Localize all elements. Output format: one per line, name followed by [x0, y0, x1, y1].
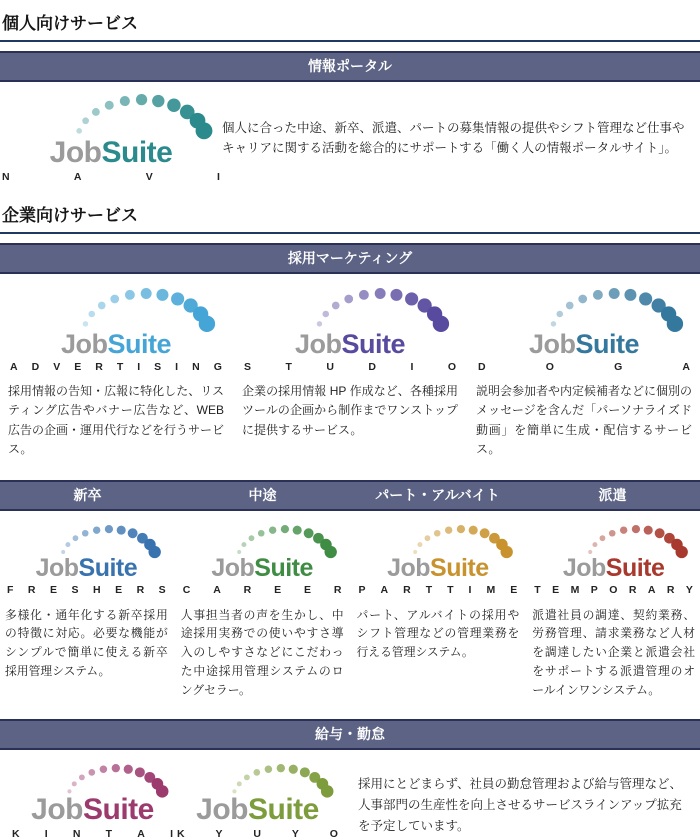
section-heading-personal: 個人向けサービス — [0, 6, 700, 42]
payroll-row — [0, 750, 700, 840]
career-description: 人事担当者の声を生かし、中途採用実務での使いやすさ導入のしやすさなどにこだわった中途採用管理システムのロングセラー。 — [180, 607, 344, 698]
banner-label-career: 中途 — [248, 487, 277, 504]
studio-description: 企業の採用情報 HP 作成など、各種採用ツールの企画から制作までワンストップに提供するサービス。 — [242, 384, 458, 437]
navi-description: 個人に合った中途、新卒、派遣、パートの募集情報の提供やシフト管理など仕事やキャリアに関する活動を総合的にサポートする「働く人の情報ポータルサイト」。 — [222, 120, 685, 156]
logo-jobsuite-studio — [242, 288, 458, 372]
logo-sublabel: K I N T A I — [12, 828, 173, 840]
section-heading-corporate: 企業向けサービス — [0, 198, 700, 234]
navi-row — [0, 82, 700, 198]
logo-jobsuite-parttime — [357, 525, 520, 596]
dots-arc-icon — [53, 94, 222, 142]
banner-label-parttime: パート・アルバイト — [375, 487, 500, 504]
advertising-description: 採用情報の告知・広報に特化した、リスティング広告やバナー広告など、WEB 広告の企画・運用代行などを行うサービス。 — [8, 384, 225, 456]
wordmark: JobSuite — [49, 135, 173, 169]
wordmark: JobSuite — [528, 328, 640, 359]
logo-jobsuite-freshers — [5, 525, 168, 596]
marketing-col-advertising — [8, 280, 224, 459]
logo-sublabel: N A V I — [2, 170, 220, 183]
banner-info-portal: 情報ポータル — [0, 51, 700, 82]
wordmark: JobSuite — [211, 554, 313, 583]
banner-recruit-marketing: 採用マーケティング — [0, 243, 700, 274]
wordmark: JobSuite — [562, 554, 665, 583]
logo-sublabel: T E M P O R A R Y — [534, 584, 693, 597]
logo-jobsuite-kyuyo — [175, 764, 340, 840]
logo-jobsuite-kintai — [10, 764, 175, 840]
logo-sublabel: P A R T T I M E — [358, 584, 518, 597]
banner-payroll-attendance: 給与・勤怠 — [0, 719, 700, 750]
logo-jobsuite-advertising — [8, 288, 224, 372]
wordmark: JobSuite — [387, 554, 489, 583]
banner-label-freshers: 新卒 — [73, 487, 102, 504]
freshers-description: 多様化・通年化する新卒採用の特徴に対応。必要な機能がシンプルで簡単に使える新卒採用管理システム。 — [5, 607, 168, 679]
logo-jobsuite-navi — [0, 94, 222, 182]
recruiting-grid — [0, 511, 700, 710]
recruiting-col-freshers — [5, 517, 168, 700]
logo-sublabel: C A R E E R — [182, 584, 342, 597]
logo-sublabel: S T U D I O — [244, 360, 456, 373]
wordmark: JobSuite — [35, 554, 138, 583]
logo-sublabel: K Y U Y O — [177, 828, 338, 840]
banner-label-temporary: 派遣 — [598, 487, 627, 504]
recruiting-col-parttime — [357, 517, 520, 700]
recruiting-col-temporary — [532, 517, 695, 700]
wordmark: JobSuite — [60, 328, 172, 359]
parttime-description: パート、アルバイトの採用やシフト管理などの管理業務を行える管理システム。 — [356, 607, 520, 660]
wordmark: JobSuite — [196, 793, 319, 827]
logo-jobsuite-temporary — [532, 525, 695, 596]
marketing-col-studio — [242, 280, 458, 459]
logo-sublabel: A D V E R T I S I N G — [10, 360, 222, 373]
logo-jobsuite-career — [181, 525, 344, 596]
doga-description: 説明会参加者や内定候補者などに個別のメッセージを含んだ「パーソナライズド動画」を簡単に生成・配信するサービス。 — [476, 384, 693, 456]
logo-sublabel: F R E S H E R S — [7, 584, 166, 597]
payroll-description: 採用にとどまらず、社員の勤怠管理および給与管理など、人事部門の生産性を向上させるサービスラインアップ拡充を予定しています。 — [358, 776, 683, 834]
recruiting-col-career — [181, 517, 344, 700]
marketing-col-doga — [476, 280, 692, 459]
logo-sublabel: D O G A — [478, 360, 690, 373]
banner-recruiting-categories — [0, 480, 700, 511]
temporary-description: 派遣社員の調達、契約業務、労務管理、請求業務など人材を調達したい企業と派遣会社をサポートする派遣管理のオールインワンシステム。 — [532, 607, 695, 698]
marketing-grid — [0, 274, 700, 471]
logo-jobsuite-doga — [476, 288, 692, 372]
wordmark: JobSuite — [294, 328, 406, 359]
wordmark: JobSuite — [31, 793, 154, 827]
